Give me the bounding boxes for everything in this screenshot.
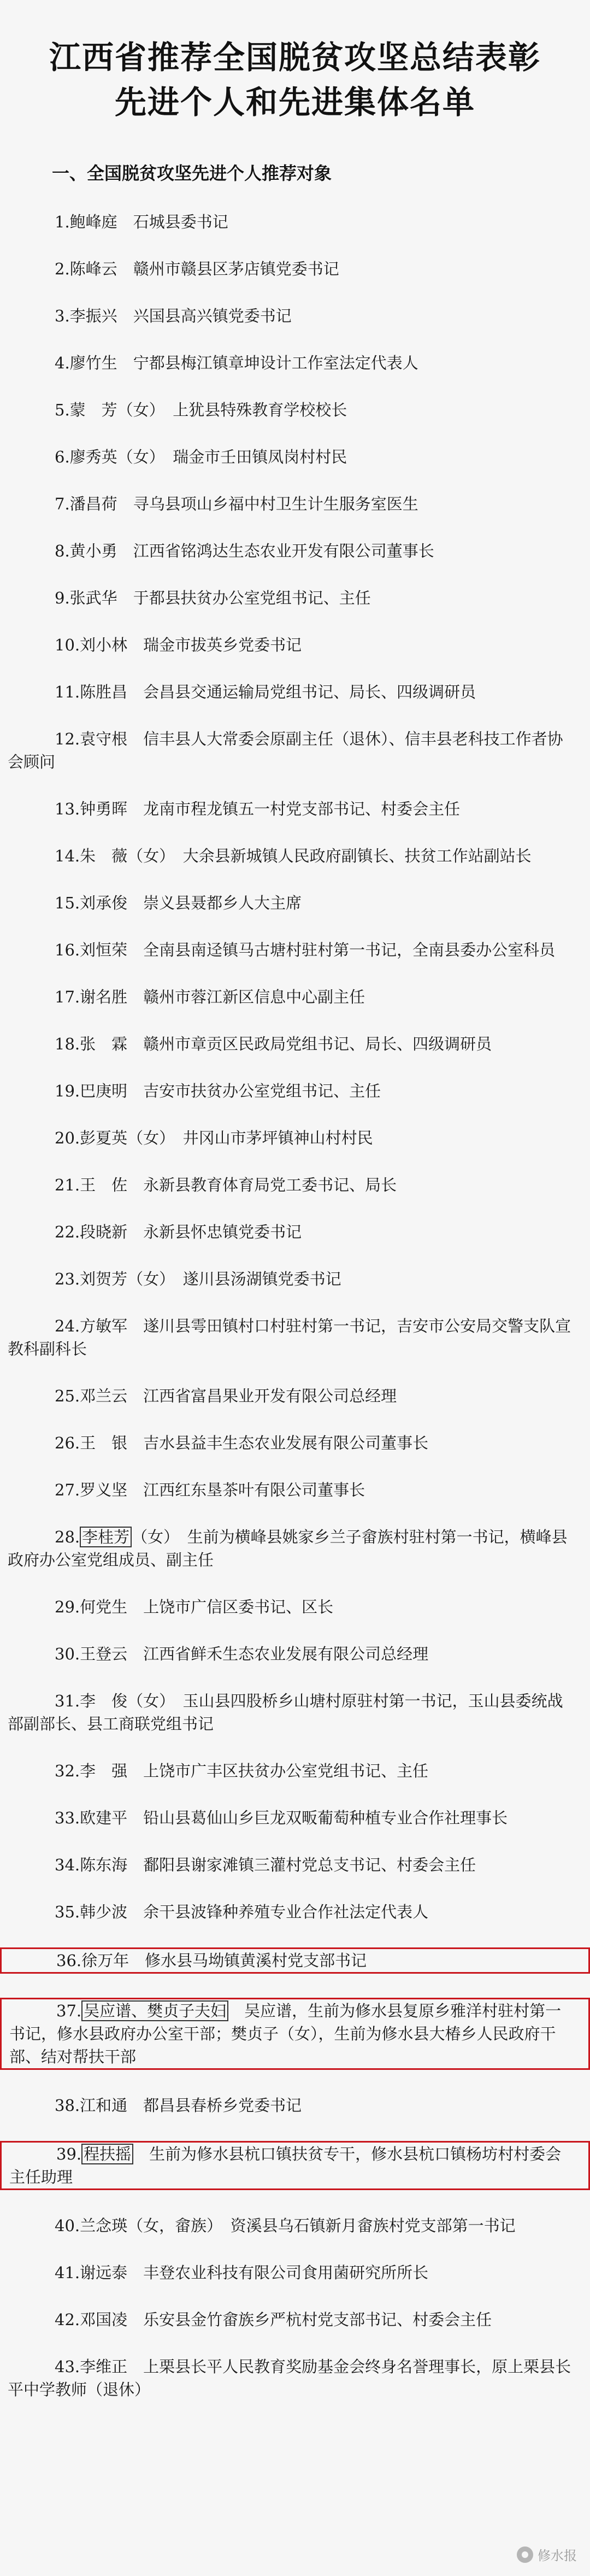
nominee-name: 刘承俊 bbox=[80, 894, 128, 912]
nominee-name: 吴应谱、樊贞子夫妇 bbox=[81, 2000, 228, 2021]
list-item bbox=[0, 1315, 590, 1360]
nominee-name: 邓国凌 bbox=[80, 2310, 128, 2329]
item-number: 3. bbox=[55, 307, 70, 325]
item-number: 31. bbox=[55, 1692, 80, 1710]
list-item bbox=[0, 2355, 590, 2401]
nominee-name: 李桂芳 bbox=[80, 1527, 132, 1547]
item-number: 26. bbox=[55, 1434, 80, 1452]
nominee-position: 上犹县特殊教育学校校长 bbox=[173, 401, 347, 419]
item-number: 7. bbox=[55, 495, 70, 513]
item-number: 36. bbox=[56, 1951, 82, 1970]
item-number: 2. bbox=[55, 260, 70, 278]
item-number: 5. bbox=[55, 401, 70, 419]
nominee-position: 乐安县金竹畲族乡严杭村党支部书记、村委会主任 bbox=[143, 2310, 492, 2329]
nominee-position: 都昌县春桥乡党委书记 bbox=[143, 2096, 302, 2115]
nominee-position: 永新县怀忠镇党委书记 bbox=[143, 1223, 302, 1241]
nominee-name: 欧建平 bbox=[80, 1809, 128, 1827]
section-heading: 一、全国脱贫攻坚先进个人推荐对象 bbox=[52, 163, 332, 184]
item-number: 39. bbox=[56, 2145, 82, 2163]
nominee-position: 江西省鲜禾生态农业发展有限公司总经理 bbox=[143, 1645, 429, 1663]
nominee-position: 全南县南迳镇马古塘村驻村第一书记，全南县委办公室科员 bbox=[143, 941, 556, 959]
list-item bbox=[0, 1595, 590, 1618]
item-number: 43. bbox=[55, 2357, 80, 2376]
item-number: 33. bbox=[55, 1809, 80, 1827]
item-number: 42. bbox=[55, 2310, 80, 2329]
nominee-name: 刘恒荣 bbox=[80, 941, 128, 959]
nominee-name: 王登云 bbox=[80, 1645, 128, 1663]
page-title-line-1: 江西省推荐全国脱贫攻坚总结表彰 bbox=[49, 39, 541, 76]
list-item bbox=[0, 1268, 590, 1290]
list-item bbox=[0, 1759, 590, 1782]
nominee-position: 生前为修水县杭口镇扶贫专干，修水县杭口镇杨坊村村委会主任助理 bbox=[9, 2145, 562, 2186]
item-number: 20. bbox=[55, 1129, 80, 1147]
list-item bbox=[0, 1947, 590, 1974]
nominee-position: 上栗县长平人民教育奖励基金会终身名誉理事长，原上栗县长平中学教师（退休） bbox=[8, 2357, 571, 2399]
list-item bbox=[0, 398, 590, 421]
nominee-position: 遂川县雩田镇村口村驻村第一书记，吉安市公安局交警支队宣教科副科长 bbox=[8, 1317, 571, 1358]
nominee-position: 铅山县葛仙山乡巨龙双畈葡萄种植专业合作社理事长 bbox=[143, 1809, 508, 1827]
list-item bbox=[0, 2261, 590, 2284]
nominee-position: 余干县波锋种养殖专业合作社法定代表人 bbox=[143, 1903, 429, 1921]
nominee-name: 钟勇晖 bbox=[80, 800, 128, 818]
nominee-position: 上饶市广信区委书记、区长 bbox=[143, 1598, 334, 1616]
list-item bbox=[0, 2308, 590, 2331]
list-item bbox=[0, 539, 590, 562]
nominee-name: 蒙 芳（女） bbox=[69, 401, 157, 419]
nominee-gender: （女） bbox=[132, 1528, 172, 1546]
nominee-name: 潘昌荷 bbox=[69, 495, 117, 513]
item-number: 38. bbox=[55, 2096, 80, 2115]
nominee-name: 江和通 bbox=[80, 2096, 128, 2115]
list-item bbox=[0, 586, 590, 609]
nominee-position: 修水县马坳镇黄溪村党支部书记 bbox=[145, 1951, 367, 1970]
list-item bbox=[0, 1431, 590, 1454]
nominee-name: 朱 薇（女） bbox=[80, 847, 167, 865]
list-item bbox=[0, 1173, 590, 1196]
nominee-list bbox=[0, 210, 590, 2425]
nominee-position: 吉水县益丰生态农业发展有限公司董事长 bbox=[143, 1434, 429, 1452]
nominee-name: 徐万年 bbox=[81, 1951, 129, 1970]
nominee-position: 遂川县汤湖镇党委书记 bbox=[182, 1270, 341, 1288]
nominee-position: 石城县委书记 bbox=[133, 213, 228, 231]
list-item bbox=[0, 727, 590, 773]
item-number: 11. bbox=[55, 683, 80, 701]
nominee-position: 兴国县高兴镇党委书记 bbox=[133, 307, 292, 325]
nominee-position: 寻乌县项山乡福中村卫生计生服务室医生 bbox=[133, 495, 418, 513]
item-number: 6. bbox=[55, 448, 70, 466]
nominee-position: 赣州市蓉江新区信息中心副主任 bbox=[143, 988, 365, 1006]
item-number: 40. bbox=[55, 2216, 80, 2235]
list-item bbox=[0, 1689, 590, 1735]
list-item bbox=[0, 1032, 590, 1055]
nominee-position: 赣州市章贡区民政局党组书记、局长、四级调研员 bbox=[143, 1035, 492, 1053]
nominee-name: 兰念瑛（女，畲族） bbox=[80, 2216, 215, 2235]
list-item bbox=[0, 891, 590, 914]
item-number: 16. bbox=[55, 941, 80, 959]
list-item bbox=[0, 1642, 590, 1665]
item-number: 27. bbox=[55, 1481, 80, 1499]
item-number: 1. bbox=[55, 213, 70, 231]
item-number: 37. bbox=[56, 2002, 82, 2020]
nominee-name: 李 俊（女） bbox=[80, 1692, 167, 1710]
watermark bbox=[517, 2545, 577, 2564]
nominee-position: 吉安市扶贫办公室党组书记、主任 bbox=[143, 1082, 381, 1100]
nominee-position: 崇义县聂都乡人大主席 bbox=[143, 894, 302, 912]
nominee-position: 江西省铭鸿达生态农业开发有限公司董事长 bbox=[133, 542, 434, 560]
item-number: 25. bbox=[55, 1387, 80, 1405]
list-item bbox=[0, 1525, 590, 1571]
nominee-name: 邓兰云 bbox=[80, 1387, 128, 1405]
list-item bbox=[0, 1126, 590, 1149]
list-item bbox=[0, 210, 590, 233]
nominee-name: 张 霖 bbox=[80, 1035, 128, 1053]
nominee-name: 李振兴 bbox=[69, 307, 117, 325]
nominee-position: 瑞金市壬田镇凤岗村村民 bbox=[173, 448, 347, 466]
item-number: 24. bbox=[55, 1317, 80, 1335]
nominee-name: 王 佐 bbox=[80, 1176, 128, 1194]
list-item bbox=[0, 1998, 590, 2070]
nominee-name: 袁守根 bbox=[80, 730, 128, 748]
nominee-position: 井冈山市茅坪镇神山村村民 bbox=[182, 1129, 373, 1147]
item-number: 29. bbox=[55, 1598, 80, 1616]
nominee-name: 刘贺芳（女） bbox=[80, 1270, 167, 1288]
nominee-name: 谢远泰 bbox=[80, 2263, 128, 2282]
list-item bbox=[0, 1900, 590, 1923]
list-item bbox=[0, 2094, 590, 2117]
item-number: 14. bbox=[55, 847, 80, 865]
nominee-name: 彭夏英（女） bbox=[80, 1129, 167, 1147]
nominee-name: 廖竹生 bbox=[69, 354, 117, 372]
item-number: 17. bbox=[55, 988, 80, 1006]
nominee-position: 鄱阳县谢家滩镇三灌村党总支书记、村委会主任 bbox=[143, 1856, 476, 1874]
list-item bbox=[0, 1853, 590, 1876]
list-item bbox=[0, 985, 590, 1008]
list-item bbox=[0, 257, 590, 280]
nominee-position: 信丰县人大常委会原副主任（退休）、信丰县老科技工作者协会顾问 bbox=[8, 730, 563, 771]
item-number: 8. bbox=[55, 542, 70, 560]
nominee-name: 韩少波 bbox=[80, 1903, 128, 1921]
nominee-position: 宁都县梅江镇章坤设计工作室法定代表人 bbox=[133, 354, 418, 372]
nominee-position: 大余县新城镇人民政府副镇长、扶贫工作站副站长 bbox=[182, 847, 532, 865]
nominee-name: 何党生 bbox=[80, 1598, 128, 1616]
nominee-name: 张武华 bbox=[69, 589, 117, 607]
nominee-name: 李 强 bbox=[80, 1762, 128, 1780]
nominee-name: 段晓新 bbox=[80, 1223, 128, 1241]
nominee-name: 李维正 bbox=[80, 2357, 128, 2376]
nominee-position: 于都县扶贫办公室党组书记、主任 bbox=[133, 589, 371, 607]
item-number: 22. bbox=[55, 1223, 80, 1241]
item-number: 34. bbox=[55, 1856, 80, 1874]
nominee-name: 鲍峰庭 bbox=[69, 213, 117, 231]
nominee-name: 程扶摇 bbox=[81, 2144, 133, 2164]
watermark-text: 修水报 bbox=[538, 2548, 577, 2563]
nominee-name: 廖秀英（女） bbox=[69, 448, 157, 466]
nominee-name: 刘小林 bbox=[80, 636, 128, 654]
nominee-position: 资溪县乌石镇新月畲族村党支部第一书记 bbox=[230, 2216, 516, 2235]
list-item bbox=[0, 351, 590, 374]
list-item bbox=[0, 938, 590, 961]
list-item bbox=[0, 1220, 590, 1243]
list-item bbox=[0, 1806, 590, 1829]
item-number: 13. bbox=[55, 800, 80, 818]
nominee-position: 丰登农业科技有限公司食用菌研究所所长 bbox=[143, 2263, 429, 2282]
page-title-line-2: 先进个人和先进集体名单 bbox=[114, 84, 475, 121]
item-number: 21. bbox=[55, 1176, 80, 1194]
wechat-logo-icon bbox=[517, 2546, 533, 2563]
nominee-position: 吴应谱，生前为修水县复原乡雅洋村驻村第一书记，修水县政府办公室干部；樊贞子（女），生前为修水县大椿乡人民政府干部、结对帮扶干部 bbox=[9, 2002, 562, 2066]
nominee-position: 江西红东垦茶叶有限公司董事长 bbox=[143, 1481, 365, 1499]
list-item bbox=[0, 1079, 590, 1102]
item-number: 10. bbox=[55, 636, 80, 654]
list-item bbox=[0, 1478, 590, 1501]
nominee-name: 罗义坚 bbox=[80, 1481, 128, 1499]
list-item bbox=[0, 797, 590, 820]
nominee-position: 生前为横峰县姚家乡兰子畲族村驻村第一书记，横峰县政府办公室党组成员、副主任 bbox=[8, 1528, 568, 1569]
list-item bbox=[0, 492, 590, 515]
nominee-position: 永新县教育体育局党工委书记、局长 bbox=[143, 1176, 397, 1194]
nominee-position: 上饶市广丰区扶贫办公室党组书记、主任 bbox=[143, 1762, 429, 1780]
nominee-position: 龙南市程龙镇五一村党支部书记、村委会主任 bbox=[143, 800, 461, 818]
nominee-name: 巴庚明 bbox=[80, 1082, 128, 1100]
item-number: 30. bbox=[55, 1645, 80, 1663]
item-number: 15. bbox=[55, 894, 80, 912]
list-item bbox=[0, 1384, 590, 1407]
nominee-position: 会昌县交通运输局党组书记、局长、四级调研员 bbox=[143, 683, 476, 701]
item-number: 19. bbox=[55, 1082, 80, 1100]
nominee-name: 陈胜昌 bbox=[80, 683, 128, 701]
nominee-name: 陈峰云 bbox=[69, 260, 117, 278]
list-item bbox=[0, 2141, 590, 2190]
nominee-name: 黄小勇 bbox=[69, 542, 117, 560]
nominee-name: 陈东海 bbox=[80, 1856, 128, 1874]
list-item bbox=[0, 304, 590, 327]
list-item bbox=[0, 2214, 590, 2237]
nominee-position: 玉山县四股桥乡山塘村原驻村第一书记，玉山县委统战部副部长、县工商联党组书记 bbox=[8, 1692, 563, 1733]
nominee-position: 江西省富昌果业开发有限公司总经理 bbox=[143, 1387, 397, 1405]
nominee-position: 赣州市赣县区茅店镇党委书记 bbox=[133, 260, 339, 278]
nominee-name: 谢名胜 bbox=[80, 988, 128, 1006]
item-number: 9. bbox=[55, 589, 70, 607]
list-item bbox=[0, 844, 590, 867]
nominee-name: 王 银 bbox=[80, 1434, 128, 1452]
item-number: 18. bbox=[55, 1035, 80, 1053]
item-number: 32. bbox=[55, 1762, 80, 1780]
list-item bbox=[0, 633, 590, 656]
item-number: 23. bbox=[55, 1270, 80, 1288]
item-number: 41. bbox=[55, 2263, 80, 2282]
item-number: 4. bbox=[55, 354, 70, 372]
item-number: 12. bbox=[55, 730, 80, 748]
nominee-name: 方敏军 bbox=[80, 1317, 128, 1335]
item-number: 35. bbox=[55, 1903, 80, 1921]
list-item bbox=[0, 680, 590, 703]
list-item bbox=[0, 445, 590, 468]
item-number: 28. bbox=[55, 1528, 80, 1546]
nominee-position: 瑞金市拔英乡党委书记 bbox=[143, 636, 302, 654]
